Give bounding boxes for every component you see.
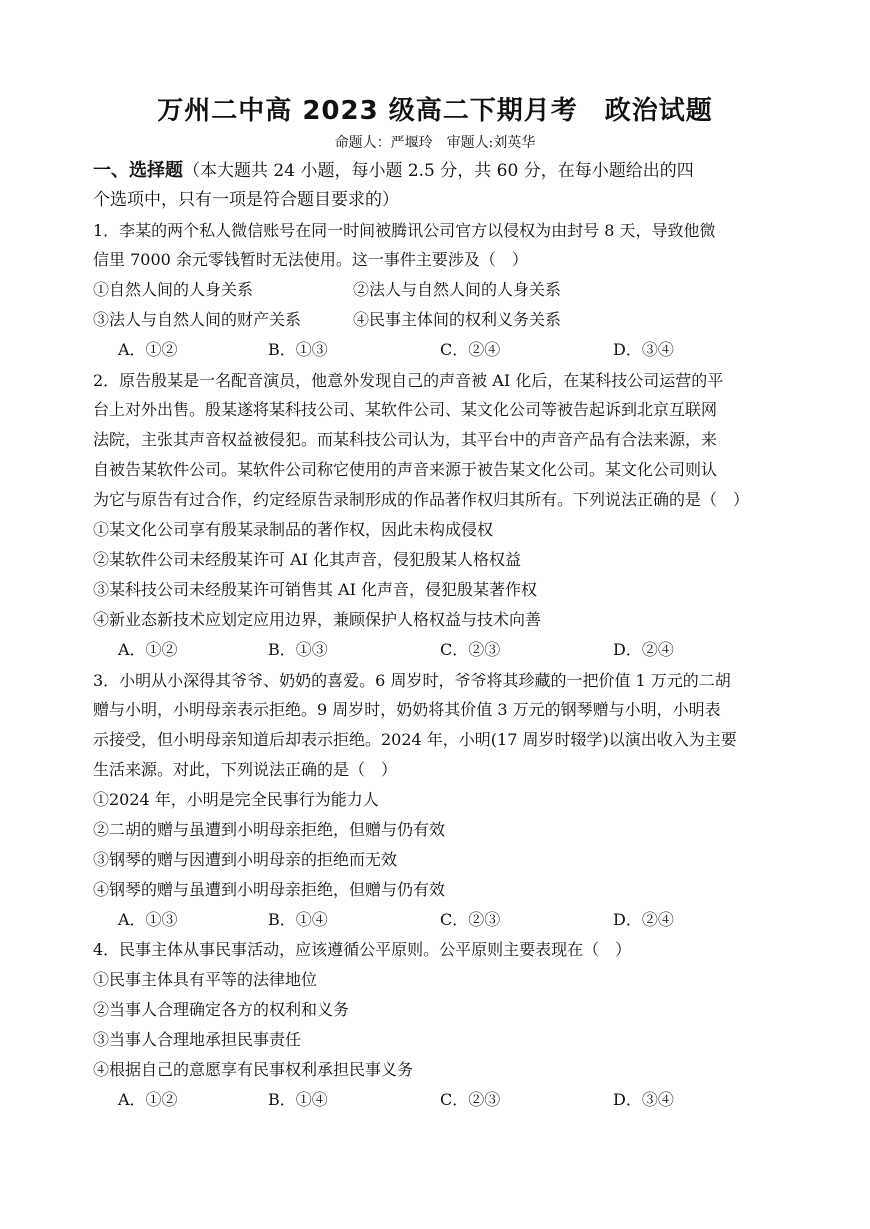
q4-option-d[interactable]: D．③④ bbox=[613, 1090, 674, 1109]
q4-options bbox=[118, 1089, 738, 1111]
q4-stem: 4．民事主体从事民事活动，应该遵循公平原则。公平原则主要表现在（ ） bbox=[93, 940, 632, 959]
q3-option-b[interactable]: B．①④ bbox=[268, 910, 328, 929]
q1-option-b[interactable]: B．①③ bbox=[268, 340, 328, 359]
q2-stem-line: 台上对外出售。殷某遂将某科技公司、某软件公司、某文化公司等被告起诉到北京互联网 bbox=[93, 400, 718, 419]
q2-stem-line: 为它与原告有过合作，约定经原告录制形成的作品著作权归其所有。下列说法正确的是（ ） bbox=[93, 490, 750, 509]
q3-option-c[interactable]: C．②③ bbox=[440, 910, 501, 929]
q2-option-c[interactable]: C．②③ bbox=[440, 640, 501, 659]
q4-option-b[interactable]: B．①④ bbox=[268, 1090, 328, 1109]
q1-statement-4: ④民事主体间的权利义务关系 bbox=[353, 310, 562, 329]
q1-option-c[interactable]: C．②④ bbox=[440, 340, 501, 359]
q2-stem-line: 自被告某软件公司。某软件公司称它使用的声音来源于被告某文化公司。某文化公司则认 bbox=[93, 460, 718, 479]
q2-statement: ③某科技公司未经殷某许可销售其 AI 化声音，侵犯殷某著作权 bbox=[93, 580, 538, 599]
q3-option-a[interactable]: A．①③ bbox=[118, 910, 178, 929]
section-heading-line bbox=[93, 160, 783, 182]
q3-statement: ②二胡的赠与虽遭到小明母亲拒绝，但赠与仍有效 bbox=[93, 820, 446, 839]
q2-statement: ①某文化公司享有殷某录制品的著作权，因此未构成侵权 bbox=[93, 520, 494, 539]
section-note: （本大题共 24 小题，每小题 2.5 分，共 60 分，在每小题给出的四 bbox=[183, 161, 694, 181]
q2-option-a[interactable]: A．①② bbox=[118, 640, 178, 659]
q1-statement-1: ①自然人间的人身关系 bbox=[93, 280, 254, 299]
q4-statement: ②当事人合理确定各方的权利和义务 bbox=[93, 1000, 350, 1019]
q1-options bbox=[118, 339, 738, 361]
q4-statement: ③当事人合理地承担民事责任 bbox=[93, 1030, 302, 1049]
q3-option-d[interactable]: D．②④ bbox=[613, 910, 674, 929]
section-heading: 一、选择题 bbox=[93, 160, 183, 181]
q1-stem-line1: 1．李某的两个私人微信账号在同一时间被腾讯公司官方以侵权为由封号 8 天，导致他微 bbox=[93, 221, 716, 240]
q3-stem-line: 3．小明从小深得其爷爷、奶奶的喜爱。6 周岁时，爷爷将其珍藏的一把价值 1 万元的二胡 bbox=[93, 671, 731, 690]
q3-stem-line: 示接受，但小明母亲知道后却表示拒绝。2024 年，小明(17 周岁时辍学)以演出收入为主要 bbox=[93, 730, 737, 749]
q1-statement-3: ③法人与自然人间的财产关系 bbox=[93, 310, 302, 329]
q1-statement-row2 bbox=[93, 309, 783, 331]
q2-stem-line: 2．原告殷某是一名配音演员，他意外发现自己的声音被 AI 化后，在某科技公司运营的平 bbox=[93, 371, 724, 390]
q1-option-d[interactable]: D．③④ bbox=[613, 340, 674, 359]
q2-statement: ④新业态新技术应划定应用边界，兼顾保护人格权益与技术向善 bbox=[93, 610, 542, 629]
q2-statement: ②某软件公司未经殷某许可 AI 化其声音，侵犯殷某人格权益 bbox=[93, 550, 522, 569]
q1-statement-row1 bbox=[93, 279, 783, 301]
q2-option-b[interactable]: B．①③ bbox=[268, 640, 328, 659]
q4-statement: ④根据自己的意愿享有民事权利承担民事义务 bbox=[93, 1060, 414, 1079]
q2-options bbox=[118, 639, 738, 661]
q3-statement: ④钢琴的赠与虽遭到小明母亲拒绝，但赠与仍有效 bbox=[93, 880, 446, 899]
q3-stem-line: 赠与小明，小明母亲表示拒绝。9 周岁时，奶奶将其价值 3 万元的钢琴赠与小明，小明表 bbox=[93, 700, 721, 719]
q3-options bbox=[118, 909, 738, 931]
q1-option-a[interactable]: A．①② bbox=[118, 340, 178, 359]
q2-option-d[interactable]: D．②④ bbox=[613, 640, 674, 659]
page-title: 万州二中高 2023 级高二下期月考 政治试题 bbox=[157, 96, 713, 126]
q1-statement-2: ②法人与自然人间的人身关系 bbox=[353, 280, 562, 299]
q4-option-c[interactable]: C．②③ bbox=[440, 1090, 501, 1109]
q1-stem-line2: 信里 7000 余元零钱暂时无法使用。这一事件主要涉及（ ） bbox=[93, 250, 528, 269]
q3-statement: ③钢琴的赠与因遭到小明母亲的拒绝而无效 bbox=[93, 850, 398, 869]
authors-line: 命题人：严堰玲 审题人:刘英华 bbox=[334, 135, 536, 151]
q3-statement: ①2024 年，小明是完全民事行为能力人 bbox=[93, 790, 379, 809]
q2-stem-line: 法院，主张其声音权益被侵犯。而某科技公司认为，其平台中的声音产品有合法来源，来 bbox=[93, 430, 718, 449]
section-note-line2: 个选项中，只有一项是符合题目要求的） bbox=[93, 190, 399, 210]
q4-option-a[interactable]: A．①② bbox=[118, 1090, 178, 1109]
q4-statement: ①民事主体具有平等的法律地位 bbox=[93, 970, 318, 989]
q3-stem-line: 生活来源。对此，下列说法正确的是（ ） bbox=[93, 760, 398, 779]
